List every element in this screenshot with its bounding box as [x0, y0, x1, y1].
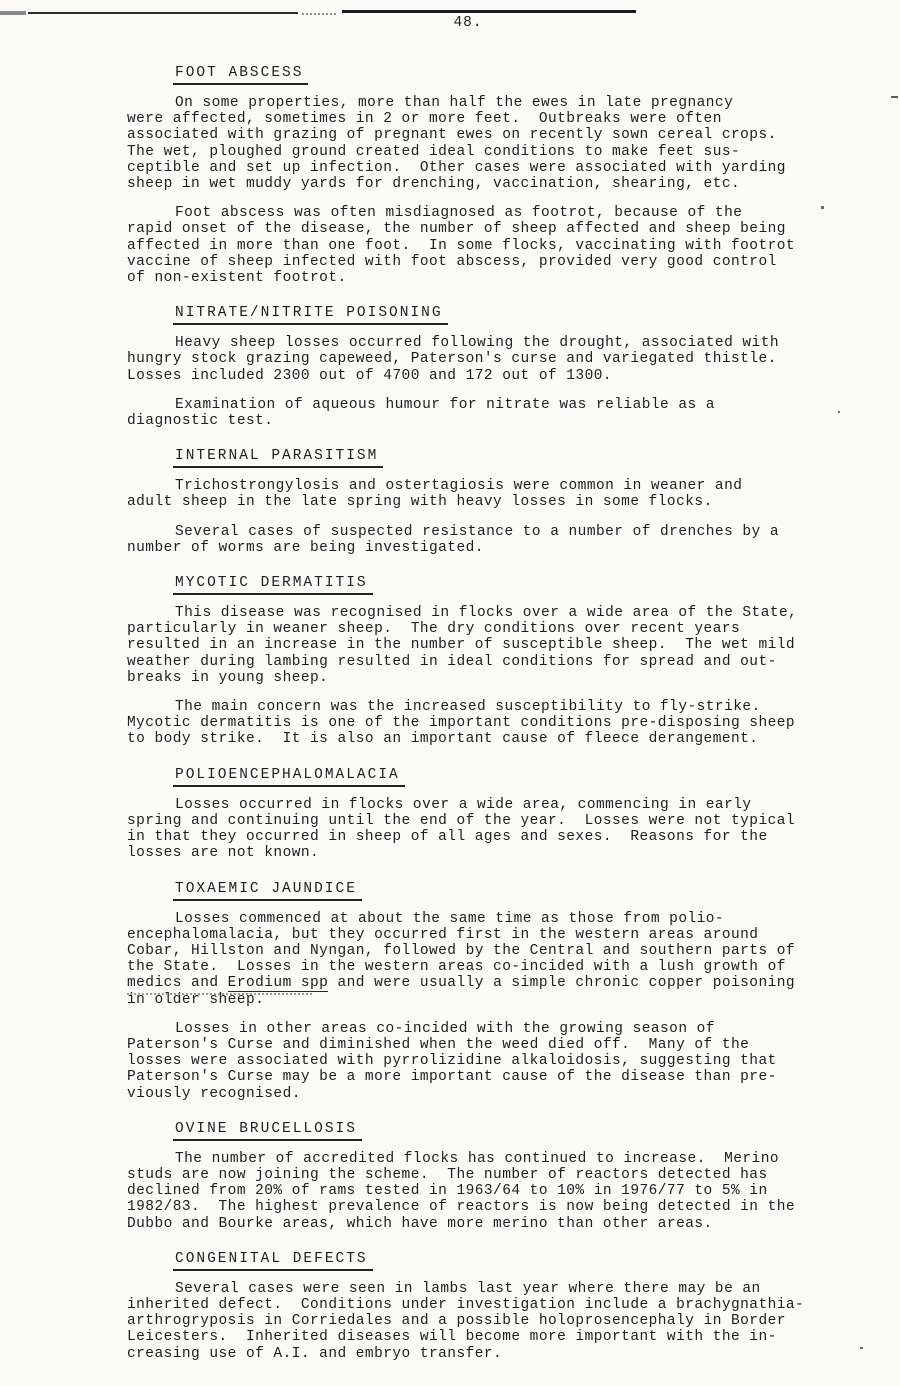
- text-line: particularly in weaner sheep. The dry conditions over recent years: [127, 621, 741, 638]
- paragraph: [127, 797, 820, 862]
- text-line: diagnostic test.: [127, 413, 274, 430]
- text-line: associated with grazing of pregnant ewes on recently sown cereal crops.: [127, 127, 777, 144]
- text-line: were affected, sometimes in 2 or more feet. Outbreaks were often: [127, 111, 722, 128]
- paragraph: [127, 335, 820, 384]
- paragraph: [127, 1281, 820, 1362]
- paragraph: [127, 1151, 820, 1232]
- text-line: Leicesters. Inherited diseases will become more important with the in-: [127, 1329, 777, 1346]
- text-line: On some properties, more than half the ewes in late pregnancy: [175, 95, 734, 111]
- text-line: medics and Erodium spp and were usually a simple chronic copper poisoning: [127, 975, 796, 992]
- section-heading-text: INTERNAL PARASITISM: [173, 448, 383, 468]
- scan-speck: [891, 96, 898, 98]
- underlined-species-name: Erodium spp: [227, 975, 329, 992]
- section-heading-text: POLIOENCEPHALOMALACIA: [173, 767, 405, 787]
- text-line: weather during lambing resulted in ideal conditions for spread and out-: [127, 653, 777, 670]
- page-number-text: 48.: [453, 15, 483, 31]
- text-line: Examination of aqueous humour for nitrate was reliable as a: [175, 396, 715, 413]
- section-heading: [127, 881, 820, 901]
- text-line: Dubbo and Bourke areas, which have more merino than other areas.: [127, 1215, 713, 1232]
- text-line: Foot abscess was often misdiagnosed as footrot, because of the: [175, 205, 743, 222]
- text-line: ceptible and set up infection. Other cases were associated with yarding: [127, 159, 786, 176]
- text-line: viously recognised.: [127, 1085, 301, 1102]
- text-line: encephalomalacia, but they occurred first in the western areas around: [127, 926, 759, 943]
- text-line: losses are not known.: [127, 845, 320, 862]
- section-heading-text: TOXAEMIC JAUNDICE: [173, 881, 362, 901]
- text-line: Trichostrongylosis and ostertagiosis were common in weaner and: [175, 478, 743, 495]
- section-heading-text: FOOT ABSCESS: [173, 65, 308, 85]
- text-line: This disease was recognised in flocks over a wide area of the State,: [175, 605, 798, 622]
- section-heading: [127, 448, 820, 468]
- section-heading-text: CONGENITAL DEFECTS: [173, 1251, 373, 1271]
- text-line: the State. Losses in the western areas co-incided with a lush growth of: [127, 959, 786, 976]
- section-heading-text: OVINE BRUCELLOSIS: [173, 1121, 362, 1141]
- text-line: The number of accredited flocks has continued to increase. Merino: [175, 1150, 779, 1167]
- text-line: affected in more than one foot. In some flocks, vaccinating with footrot: [127, 237, 796, 254]
- text-line: resulted in an increase in the number of susceptible sheep. The wet mild: [127, 637, 796, 654]
- text-line: arthrogryposis in Corriedales and a possible holoprosencephaly in Border: [127, 1313, 786, 1330]
- text-line: number of worms are being investigated.: [127, 539, 484, 556]
- scan-artifact-line: [28, 12, 298, 14]
- paragraph: [127, 205, 820, 286]
- section-heading-text: NITRATE/NITRITE POISONING: [173, 305, 448, 325]
- paragraph: [127, 1021, 820, 1102]
- section-heading: [127, 767, 820, 787]
- section-heading: [127, 65, 820, 85]
- scan-speck: [838, 411, 840, 413]
- section-heading: [127, 1251, 820, 1271]
- text-line: sheep in wet muddy yards for drenching, vaccination, shearing, etc.: [127, 176, 741, 193]
- text-line: 1982/83. The highest prevalence of reactors is now being detected in the: [127, 1199, 796, 1216]
- text-line: rapid onset of the disease, the number of sheep affected and sheep being: [127, 221, 786, 238]
- page-number: [0, 0, 900, 32]
- text-line: Paterson's Curse may be a more important cause of the disease than pre-: [127, 1069, 777, 1086]
- paragraph: [127, 478, 820, 510]
- text-line: of non-existent footrot.: [127, 270, 347, 287]
- text-line: adult sheep in the late spring with heavy losses in some flocks.: [127, 494, 713, 511]
- text-line: Heavy sheep losses occurred following the drought, associated with: [175, 335, 779, 352]
- text-line: Several cases of suspected resistance to a number of drenches by a: [175, 523, 779, 540]
- text-line: to body strike. It is also an important cause of fleece derangement.: [127, 731, 759, 748]
- section-heading: [127, 305, 820, 325]
- text-line: hungry stock grazing capeweed, Paterson's curse and variegated thistle.: [127, 351, 777, 368]
- paragraph: [127, 95, 820, 192]
- paragraph: [127, 524, 820, 556]
- content: [0, 65, 900, 1362]
- text-line: Losses commenced at about the same time as those from polio-: [175, 910, 725, 927]
- text-line: in older sheep.: [127, 991, 265, 1008]
- scan-speck: [821, 206, 824, 209]
- scan-artifact-line: [0, 11, 26, 15]
- text-line: The main concern was the increased susceptibility to fly-strike.: [175, 699, 761, 716]
- text-line: Several cases were seen in lambs last year where there may be an: [175, 1280, 761, 1297]
- scan-speck: [860, 1347, 863, 1349]
- text-line: losses were associated with pyrrolizidine alkaloidosis, suggesting that: [127, 1053, 777, 1070]
- text-line: inherited defect. Conditions under investigation include a brachygnathia-: [127, 1296, 805, 1313]
- text-line: Losses occurred in flocks over a wide area, commencing in early: [175, 796, 752, 813]
- scan-artifact-line: [302, 13, 336, 15]
- text-line: studs are now joining the scheme. The number of reactors detected has: [127, 1166, 768, 1183]
- paragraph: [127, 699, 820, 748]
- section-heading: [127, 575, 820, 595]
- scan-speck: [127, 993, 312, 995]
- text-line: Paterson's Curse and diminished when the weed died off. Many of the: [127, 1036, 750, 1053]
- text-line: breaks in young sheep.: [127, 669, 329, 686]
- scan-artifact-line: [342, 10, 636, 13]
- text-line: declined from 20% of rams tested in 1963/64 to 10% in 1976/77 to 5% in: [127, 1183, 768, 1200]
- text-line: vaccine of sheep infected with foot abscess, provided very good control: [127, 253, 777, 270]
- text-line: in that they occurred in sheep of all ages and sexes. Reasons for the: [127, 829, 768, 846]
- text-line: Losses in other areas co-incided with the growing season of: [175, 1020, 715, 1037]
- section-heading: [127, 1121, 820, 1141]
- section-heading-text: MYCOTIC DERMATITIS: [173, 575, 373, 595]
- text-line: Cobar, Hillston and Nyngan, followed by the Central and southern parts of: [127, 942, 796, 959]
- text-line: Losses included 2300 out of 4700 and 172 out of 1300.: [127, 367, 613, 384]
- text-line: spring and continuing until the end of the year. Losses were not typical: [127, 812, 796, 829]
- text-line: Mycotic dermatitis is one of the important conditions pre-disposing sheep: [127, 715, 796, 732]
- text-line: creasing use of A.I. and embryo transfer.: [127, 1345, 503, 1362]
- paragraph: [127, 605, 820, 686]
- text-line: The wet, ploughed ground created ideal conditions to make feet sus-: [127, 143, 741, 160]
- paragraph: [127, 397, 820, 429]
